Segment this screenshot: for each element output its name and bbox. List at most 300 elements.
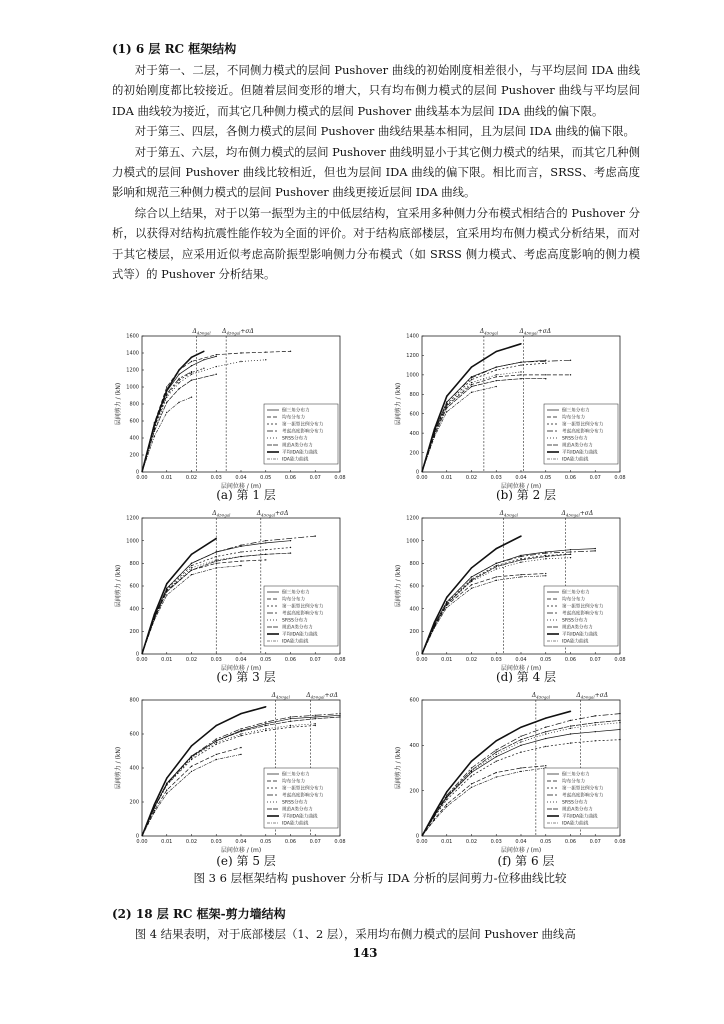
series-point xyxy=(471,576,472,577)
x-tick-label: 0.08 xyxy=(614,839,626,845)
series-point xyxy=(570,374,571,375)
series-point xyxy=(290,725,291,726)
y-tick-label: 0 xyxy=(135,651,139,658)
series-point xyxy=(265,549,266,550)
series-point xyxy=(471,588,472,589)
series-point xyxy=(446,791,447,792)
section-heading-18-story: (2) 18 层 RC 框架-剪力墙结构 xyxy=(112,907,286,921)
legend-entry: 倒三角分布力 xyxy=(562,590,590,596)
series-point xyxy=(446,396,447,397)
series-point xyxy=(191,397,192,398)
series-point xyxy=(265,721,266,722)
x-tick-label: 0.02 xyxy=(465,475,478,481)
series-point xyxy=(595,722,596,723)
series-line xyxy=(422,766,546,836)
series-point xyxy=(520,343,521,344)
series-point xyxy=(216,567,217,568)
series-line xyxy=(142,538,216,654)
series-point xyxy=(216,740,217,741)
series-point xyxy=(520,741,521,742)
legend-entry: 考虑高度影响分布力 xyxy=(282,429,324,435)
series-point xyxy=(203,368,204,369)
series-point xyxy=(496,376,497,377)
legend-entry: SRSS分布力 xyxy=(562,436,588,442)
x-tick-label: 0.03 xyxy=(210,657,222,663)
series-point xyxy=(595,548,596,549)
legend-entry: SRSS分布力 xyxy=(282,800,308,806)
series-point xyxy=(315,718,316,719)
series-point xyxy=(471,787,472,788)
legend-entry: 平均IDA能力曲线 xyxy=(562,814,598,820)
x-tick-label: 0.01 xyxy=(441,657,453,663)
series-point xyxy=(290,718,291,719)
paragraph-floors-1-2: 对于第一、二层，不同侧力模式的层间 Pushover 曲线的初始刚度相差很小，与平均层间 IDA 曲线的初始刚度都比较接近。但随着层间变形的增大，只有均布侧力模式的层间 Pushover 曲线与平均层间 IDA 曲线较为接近，而其它几种侧力模式的层间 Pushover 曲线基本为层间 IDA 曲线的偏下限。 xyxy=(112,63,640,118)
series-point xyxy=(570,742,571,743)
y-tick-label: 600 xyxy=(409,411,419,418)
y-tick-label: 0 xyxy=(415,651,419,658)
legend-entry: 第一振型比例分布力 xyxy=(562,786,604,792)
series-line xyxy=(142,360,266,472)
series-line xyxy=(142,748,241,836)
x-tick-label: 0.04 xyxy=(515,657,527,663)
y-tick-label: 1000 xyxy=(406,538,419,545)
series-line xyxy=(422,387,496,473)
x-tick-label: 0.01 xyxy=(161,475,173,481)
series-point xyxy=(619,713,620,714)
x-axis-label: 层间位移 / (m) xyxy=(500,483,542,490)
series-point xyxy=(496,566,497,567)
series-point xyxy=(446,401,447,402)
legend-entry: SRSS分布力 xyxy=(282,436,308,442)
legend-entry: IDA能力曲线 xyxy=(562,457,589,463)
x-tick-label: 0.05 xyxy=(260,839,272,845)
series-point xyxy=(545,746,546,747)
legend-entry: 平均IDA能力曲线 xyxy=(562,632,598,638)
series-point xyxy=(166,397,167,398)
series-point xyxy=(290,552,291,553)
legend-entry: SRSS分布力 xyxy=(562,618,588,624)
series-point xyxy=(290,716,291,717)
series-point xyxy=(471,392,472,393)
series-point xyxy=(240,361,241,362)
series-point xyxy=(471,379,472,380)
legend-entry: 考虑高度影响分布力 xyxy=(562,793,604,799)
legend-entry: 考虑高度影响分布力 xyxy=(282,793,324,799)
series-point xyxy=(545,363,546,364)
x-tick-label: 0.03 xyxy=(490,839,502,845)
series-point xyxy=(570,554,571,555)
legend-entry: IDA能力曲线 xyxy=(562,821,589,827)
x-tick-label: 0.06 xyxy=(284,475,297,481)
y-tick-label: 1600 xyxy=(126,333,139,340)
series-point xyxy=(216,551,217,552)
legend-entry: 第一振型比例分布力 xyxy=(282,786,324,792)
x-tick-label: 0.06 xyxy=(284,657,297,663)
series-point xyxy=(240,733,241,734)
x-tick-label: 0.08 xyxy=(334,839,346,845)
x-tick-label: 0.07 xyxy=(309,475,321,481)
y-axis-label: 层间剪力 / (kN) xyxy=(395,382,402,426)
x-tick-label: 0.05 xyxy=(260,475,272,481)
series-point xyxy=(265,554,266,555)
series-point xyxy=(191,567,192,568)
series-point xyxy=(434,819,435,820)
series-point xyxy=(191,371,192,372)
y-tick-label: 400 xyxy=(129,765,139,772)
series-point xyxy=(290,727,291,728)
series-point xyxy=(496,548,497,549)
y-tick-label: 600 xyxy=(129,583,139,590)
y-tick-label: 200 xyxy=(129,452,139,459)
series-point xyxy=(520,727,521,728)
series-point xyxy=(265,542,266,543)
series-point xyxy=(545,765,546,766)
legend-entry: 考虑高度影响分布力 xyxy=(282,611,324,617)
legend-entry: 倒三角分布力 xyxy=(282,590,310,596)
paragraph-conclusion: 综合以上结果，对于以第一振型为主的中低层结构，宜采用多种侧力分布模式相结合的 Pushover 分析，以获得对结构抗震性能作较为全面的评价。对于结构底部楼层，宜采用均布侧力模式分析结果，而对于其它楼层，应采用近似考虑高阶振型影响侧力分布模式（如 SRSS 侧力模式、考虑高度影响的侧力模式等）的 Pushover 分析结果。 xyxy=(112,205,640,282)
series-point xyxy=(471,386,472,387)
series-point xyxy=(434,436,435,437)
legend-entry: 第一振型比例分布力 xyxy=(282,604,324,610)
x-tick-label: 0.06 xyxy=(564,657,577,663)
legend-entry: 平均IDA能力曲线 xyxy=(282,814,318,820)
series-point xyxy=(496,366,497,367)
series-point xyxy=(496,756,497,757)
series-point xyxy=(595,715,596,716)
y-tick-label: 400 xyxy=(409,606,419,613)
series-point xyxy=(265,540,266,541)
x-tick-label: 0.05 xyxy=(260,657,272,663)
delta-label: $\Delta_{450gal}+\sigma\Delta$ xyxy=(519,328,552,336)
x-axis-label: 层间位移 / (m) xyxy=(220,847,262,854)
chart-svg xyxy=(112,686,352,862)
y-tick-label: 1000 xyxy=(126,384,139,391)
series-point xyxy=(545,573,546,574)
section-body-18-story xyxy=(112,924,640,944)
series-point xyxy=(154,424,155,425)
y-tick-label: 800 xyxy=(129,401,139,408)
x-tick-label: 0.00 xyxy=(136,839,148,845)
series-point xyxy=(570,720,571,721)
series-point xyxy=(178,374,179,375)
series-point xyxy=(339,716,340,717)
y-tick-label: 0 xyxy=(135,469,139,476)
x-tick-label: 0.07 xyxy=(309,657,321,663)
x-tick-label: 0.00 xyxy=(416,475,428,481)
series-point xyxy=(570,711,571,712)
series-point xyxy=(545,360,546,361)
legend-entry: IDA能力曲线 xyxy=(282,821,309,827)
series-point xyxy=(496,380,497,381)
delta-label: $\Delta_{450gal}$ xyxy=(192,328,211,336)
chart-panel-d xyxy=(392,504,632,680)
series-point xyxy=(166,583,167,584)
series-point xyxy=(471,384,472,385)
series-point xyxy=(471,783,472,784)
y-tick-label: 600 xyxy=(409,583,419,590)
series-point xyxy=(265,359,266,360)
y-tick-label: 1000 xyxy=(126,538,139,545)
series-point xyxy=(545,558,546,559)
series-point xyxy=(315,716,316,717)
series-point xyxy=(545,731,546,732)
series-point xyxy=(619,720,620,721)
y-tick-label: 400 xyxy=(129,606,139,613)
series-point xyxy=(166,386,167,387)
series-point xyxy=(520,771,521,772)
series-point xyxy=(520,374,521,375)
chart-svg xyxy=(112,322,352,498)
paragraph-floors-3-4: 对于第三、四层，各侧力模式的层间 Pushover 曲线结果基本相同，且为层间 IDA 曲线的偏下限。 xyxy=(134,124,635,139)
series-point xyxy=(178,402,179,403)
series-point xyxy=(191,374,192,375)
series-point xyxy=(446,404,447,405)
series-line xyxy=(422,536,521,654)
series-point xyxy=(240,713,241,714)
series-point xyxy=(178,388,179,389)
series-point xyxy=(154,619,155,620)
series-point xyxy=(290,721,291,722)
series-point xyxy=(520,559,521,560)
y-tick-label: 0 xyxy=(415,833,419,840)
series-point xyxy=(570,360,571,361)
series-line xyxy=(142,351,204,472)
x-axis-label: 层间位移 / (m) xyxy=(220,665,262,672)
series-line xyxy=(142,368,204,472)
series-point xyxy=(265,706,266,707)
series-point xyxy=(496,568,497,569)
series-point xyxy=(496,374,497,375)
series-point xyxy=(178,382,179,383)
paragraph-floors-5-6: 对于第五、六层，均布侧力模式的层间 Pushover 曲线明显小于其它侧力模式的结果，而其它几种侧力模式的层间 Pushover 曲线比较相近，但也为层间 IDA 曲线的偏下限。相比而言，SRSS、考虑高度影响和规范三种侧力模式的层间 Pushover 曲线更接近层间 IDA 曲线。 xyxy=(112,144,640,200)
series-point xyxy=(265,728,266,729)
x-tick-label: 0.05 xyxy=(540,475,552,481)
y-tick-label: 0 xyxy=(415,469,419,476)
series-point xyxy=(545,733,546,734)
legend-entry: 倒三角分布力 xyxy=(282,772,310,778)
series-point xyxy=(216,356,217,357)
x-tick-label: 0.01 xyxy=(161,839,173,845)
series-point xyxy=(434,813,435,814)
x-tick-label: 0.05 xyxy=(540,657,552,663)
series-point xyxy=(191,766,192,767)
series-point xyxy=(216,563,217,564)
paragraph-18-story: 图 4 结果表明，对于底部楼层（1、2 层），采用均布侧力模式的层间 Pushover 曲线高 xyxy=(134,927,576,941)
y-tick-label: 1200 xyxy=(406,353,419,360)
series-point xyxy=(166,402,167,403)
series-point xyxy=(240,545,241,546)
series-point xyxy=(496,772,497,773)
series-point xyxy=(216,725,217,726)
legend-entry: 平均IDA能力曲线 xyxy=(282,450,318,456)
series-point xyxy=(216,744,217,745)
series-point xyxy=(471,567,472,568)
y-axis-label: 层间剪力 / (kN) xyxy=(115,746,122,790)
legend-entry: 倒三角分布力 xyxy=(282,408,310,414)
series-point xyxy=(520,767,521,768)
legend-entry: 均布分布力 xyxy=(562,597,585,603)
series-point xyxy=(520,574,521,575)
legend-entry: 规范A类分布力 xyxy=(282,807,313,813)
series-line xyxy=(422,344,521,472)
series-point xyxy=(216,354,217,355)
x-axis-label: 层间位移 / (m) xyxy=(220,483,262,490)
chart-svg xyxy=(392,504,632,680)
legend-entry: 均布分布力 xyxy=(562,415,585,421)
delta-label: $\Delta_{450gal}$ xyxy=(212,510,231,518)
legend-entry: 第一振型比例分布力 xyxy=(282,422,324,428)
legend-entry: IDA能力曲线 xyxy=(562,639,589,645)
series-point xyxy=(178,378,179,379)
chart-svg xyxy=(392,322,632,498)
series-point xyxy=(191,771,192,772)
series-point xyxy=(570,733,571,734)
series-point xyxy=(434,429,435,430)
legend-entry: IDA能力曲线 xyxy=(282,457,309,463)
x-tick-label: 0.04 xyxy=(515,475,527,481)
y-tick-label: 200 xyxy=(409,788,419,795)
series-point xyxy=(240,747,241,748)
legend-entry: 倒三角分布力 xyxy=(562,408,590,414)
x-tick-label: 0.02 xyxy=(185,657,198,663)
legend-entry: 规范A类分布力 xyxy=(562,443,593,449)
y-tick-label: 1200 xyxy=(406,515,419,522)
y-tick-label: 400 xyxy=(129,435,139,442)
caption-a: (a) 第 1 层 xyxy=(216,488,276,502)
y-tick-label: 400 xyxy=(409,743,419,750)
series-point xyxy=(191,380,192,381)
series-point xyxy=(471,761,472,762)
x-tick-label: 0.07 xyxy=(589,839,601,845)
series-point xyxy=(178,380,179,381)
series-point xyxy=(570,549,571,550)
x-tick-label: 0.04 xyxy=(235,475,247,481)
figure-caption: 图 3 6 层框架结构 pushover 分析与 IDA 分析的层间剪力-位移曲线比较 xyxy=(193,871,567,885)
series-point xyxy=(178,369,179,370)
series-point xyxy=(496,749,497,750)
series-point xyxy=(290,351,291,352)
series-point xyxy=(191,745,192,746)
series-point xyxy=(595,550,596,551)
x-axis-label: 层间位移 / (m) xyxy=(500,665,542,672)
y-tick-label: 1400 xyxy=(126,350,139,357)
legend-entry: 第一振型比例分布力 xyxy=(562,604,604,610)
series-point xyxy=(446,804,447,805)
legend-entry: 倒三角分布力 xyxy=(562,772,590,778)
x-tick-label: 0.04 xyxy=(515,839,527,845)
legend-entry: SRSS分布力 xyxy=(562,800,588,806)
section-body-6-story xyxy=(112,60,640,284)
series-point xyxy=(595,740,596,741)
series-point xyxy=(570,557,571,558)
series-point xyxy=(315,723,316,724)
series-point xyxy=(154,431,155,432)
series-point xyxy=(520,562,521,563)
series-point xyxy=(446,799,447,800)
series-point xyxy=(545,552,546,553)
y-tick-label: 600 xyxy=(129,418,139,425)
series-point xyxy=(166,594,167,595)
x-tick-label: 0.08 xyxy=(334,475,346,481)
series-point xyxy=(191,569,192,570)
series-point xyxy=(545,374,546,375)
x-tick-label: 0.01 xyxy=(161,657,173,663)
series-point xyxy=(154,804,155,805)
series-point xyxy=(191,365,192,366)
series-line xyxy=(142,707,266,836)
series-point xyxy=(496,386,497,387)
y-tick-label: 800 xyxy=(129,561,139,568)
series-point xyxy=(471,580,472,581)
series-point xyxy=(339,715,340,716)
legend-entry: 规范A类分布力 xyxy=(282,443,313,449)
series-point xyxy=(216,366,217,367)
series-point xyxy=(166,412,167,413)
x-tick-label: 0.07 xyxy=(589,475,601,481)
series-point xyxy=(240,731,241,732)
legend-entry: SRSS分布力 xyxy=(282,618,308,624)
chart-panel-a xyxy=(112,322,352,498)
y-tick-label: 1400 xyxy=(406,333,419,340)
series-point xyxy=(496,563,497,564)
series-point xyxy=(471,775,472,776)
series-point xyxy=(216,759,217,760)
series-point xyxy=(545,738,546,739)
series-point xyxy=(619,729,620,730)
series-point xyxy=(446,411,447,412)
legend-entry: 规范A类分布力 xyxy=(562,807,593,813)
series-point xyxy=(315,715,316,716)
caption-f: (f) 第 6 层 xyxy=(497,854,555,868)
y-tick-label: 800 xyxy=(129,697,139,704)
series-point xyxy=(496,776,497,777)
series-point xyxy=(191,565,192,566)
x-axis-label: 层间位移 / (m) xyxy=(500,847,542,854)
series-point xyxy=(191,574,192,575)
y-tick-label: 200 xyxy=(409,450,419,457)
y-tick-label: 0 xyxy=(135,833,139,840)
series-point xyxy=(520,739,521,740)
delta-label: $\Delta_{450gal}+\sigma\Delta$ xyxy=(576,692,609,700)
series-point xyxy=(496,740,497,741)
series-point xyxy=(520,364,521,365)
y-tick-label: 600 xyxy=(409,697,419,704)
x-tick-label: 0.07 xyxy=(309,839,321,845)
series-point xyxy=(520,371,521,372)
series-point xyxy=(446,407,447,408)
series-point xyxy=(265,723,266,724)
y-tick-label: 600 xyxy=(129,731,139,738)
x-tick-label: 0.03 xyxy=(490,475,502,481)
series-point xyxy=(619,739,620,740)
x-tick-label: 0.08 xyxy=(614,657,626,663)
series-point xyxy=(545,556,546,557)
series-point xyxy=(265,351,266,352)
y-tick-label: 200 xyxy=(409,629,419,636)
x-tick-label: 0.00 xyxy=(416,657,428,663)
series-point xyxy=(154,436,155,437)
x-tick-label: 0.06 xyxy=(284,839,297,845)
delta-label: $\Delta_{450gal}$ xyxy=(479,328,499,336)
series-point xyxy=(216,742,217,743)
series-point xyxy=(520,745,521,746)
delta-label: $\Delta_{450gal}+\sigma\Delta$ xyxy=(306,692,338,700)
series-point xyxy=(166,783,167,784)
series-point xyxy=(240,352,241,353)
x-tick-label: 0.02 xyxy=(465,657,478,663)
series-point xyxy=(496,580,497,581)
x-tick-label: 0.06 xyxy=(564,475,577,481)
